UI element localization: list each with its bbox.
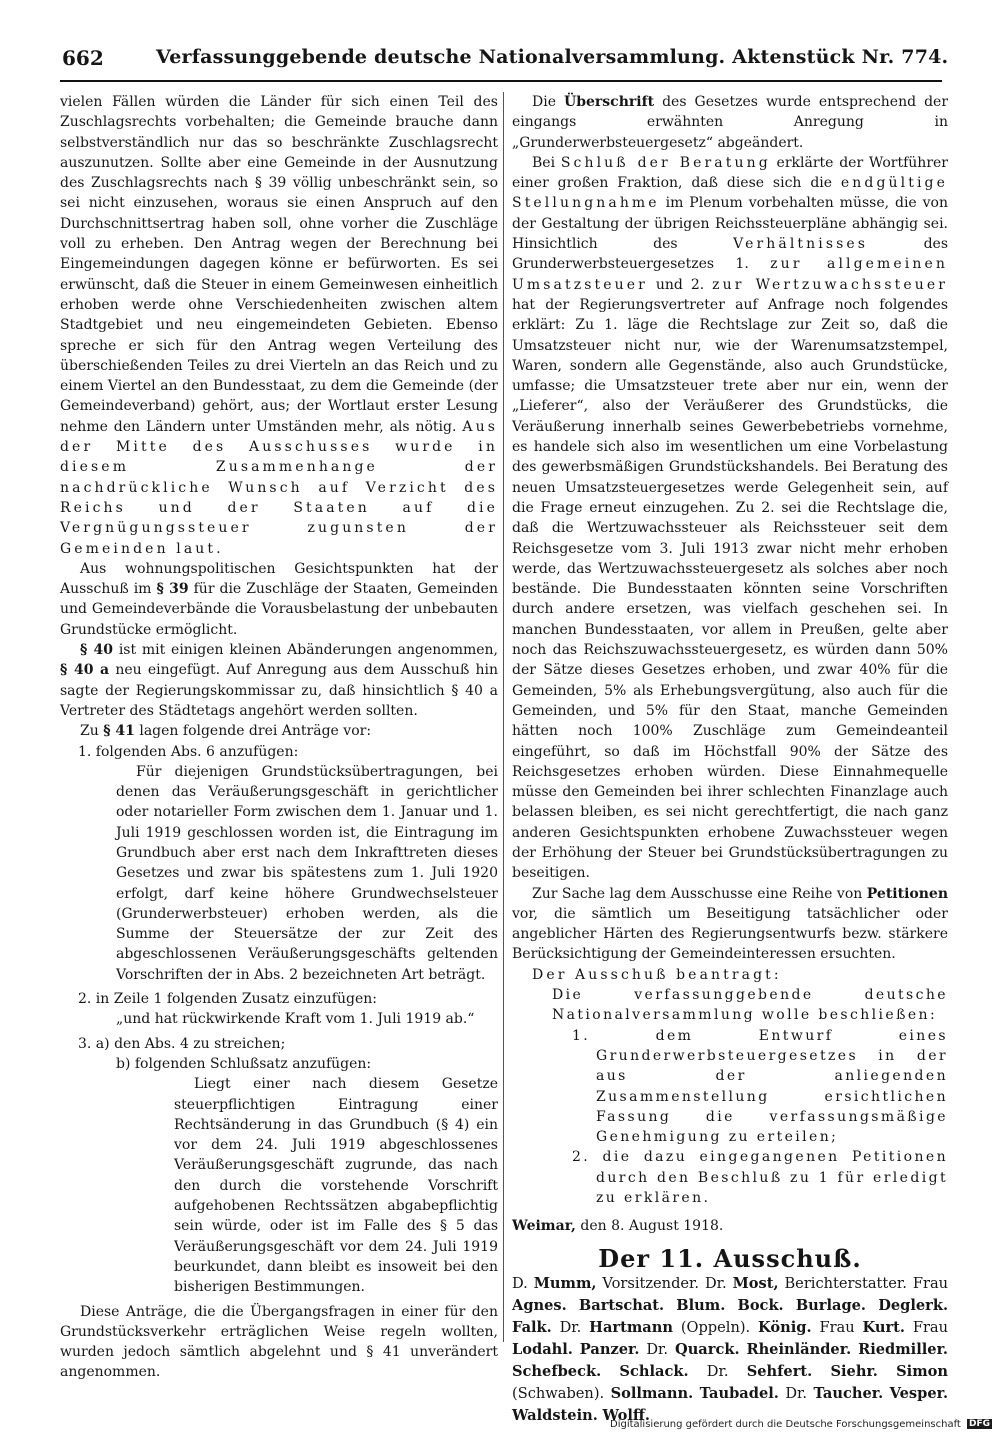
quoted-text: „und hat rückwirkende Kraft vom 1. Juli 1919 ab.“ bbox=[116, 1011, 475, 1028]
spaced-emphasis: Verhältnisses bbox=[733, 236, 869, 253]
paragraph-text: erklärte der Wortführer einer großen Fraktion, daß diese sich die bbox=[512, 154, 948, 192]
title: Dr. bbox=[706, 1362, 729, 1380]
member-list bbox=[512, 1273, 948, 1427]
paragraph-text: lagen folgende drei Anträge vor: bbox=[139, 723, 372, 740]
section-ref: § 40 a bbox=[60, 662, 110, 679]
paragraph-text: vor, die sämtlich um Beseitigung tatsächlicher oder angeblicher Härten des Regierungsentwurfs bezw. stärkere Berücksichtigung der Gemeindeinteressen ersuchten. bbox=[512, 905, 948, 963]
paragraph bbox=[512, 92, 948, 153]
list-item: 3. a) den Abs. 4 zu streichen; bbox=[78, 1035, 286, 1052]
paragraph bbox=[512, 153, 948, 884]
motion-list bbox=[572, 1026, 948, 1209]
section-ref: § 41 bbox=[103, 723, 135, 740]
paragraph-text: Zur Sache lag dem Ausschusse eine Reihe von bbox=[532, 885, 863, 902]
paragraph-text: und 2. bbox=[655, 276, 705, 293]
paragraph-text: ist mit einigen kleinen Abänderungen angenommen, bbox=[118, 642, 498, 659]
member-name: Burlage. bbox=[795, 1296, 867, 1314]
title: Frau bbox=[912, 1318, 949, 1336]
running-title: Verfassunggebende deutsche Nationalversammlung. Aktenstück Nr. 774. bbox=[156, 46, 949, 68]
paragraph-text: des Gesetzes wurde entsprechend der eingangs erwähnten Anregung in „Grunderwerbsteuergesetz“ abgeändert. bbox=[512, 94, 949, 151]
motion-item: 1. dem Entwurf eines Grunderwerbsteuergesetzes in der aus der anliegenden Zusammenstellung ersichtlichen Fassung die verfassungsmäßige Genehmigung zu erteilen; bbox=[572, 1027, 948, 1146]
paragraph-text: des Grunderwerbsteuergesetzes 1. bbox=[512, 236, 949, 273]
paragraph bbox=[60, 640, 498, 721]
member-name: Falk. bbox=[512, 1318, 552, 1336]
digitization-credit bbox=[610, 1419, 992, 1430]
quoted-text: Liegt einer nach diesem Gesetze steuerpflichtigen Eintragung einer Rechtsänderung in das Grundbuch (§ 4) ein vor dem 24. Juli 1919 abgeschlossenes Veräußerungsgeschäft zugrunde, das nach den durch die vorstehende Vorschrift aufgehobenen Rechtssätzen abgabepflichtig sein würde, oder ist im Falle des § 5 das Veräußerungsgeschäft vor dem 24. Juli 1919 beurkundet, dann bleibt es insoweit bei den bisherigen Bestimmungen. bbox=[174, 1076, 498, 1296]
page-header bbox=[60, 40, 949, 80]
paragraph-text: neu eingefügt. Auf Anregung aus dem Ausschuß hin sagte der Regierungskommissar zu, daß hinsichtlich § 40 a Vertreter des Städtetags angehört werden sollten. bbox=[60, 662, 499, 719]
spaced-emphasis: Schluß der Beratung bbox=[560, 154, 771, 171]
member-name: Waldstein. bbox=[512, 1406, 598, 1424]
bold-emphasis: Überschrift bbox=[564, 94, 655, 110]
motion-intro: Der Ausschuß beantragt: bbox=[532, 966, 782, 983]
member-name: Bartschat. bbox=[578, 1296, 665, 1314]
date-line bbox=[512, 1216, 948, 1236]
title: Dr. bbox=[704, 1274, 727, 1292]
title: Dr. bbox=[785, 1384, 808, 1402]
paragraph bbox=[60, 721, 498, 741]
member-name: Sollmann. bbox=[610, 1384, 694, 1402]
paragraph-text: Bei bbox=[532, 154, 556, 171]
member-name: Deglerk. bbox=[878, 1296, 949, 1314]
date: den 8. August 1918. bbox=[580, 1218, 724, 1235]
spaced-emphasis: Aus der Mitte des Ausschusses wurde in diesem Zusammenhange der nachdrückliche Wunsch auf Verzicht des Reichs und der Staaten auf die Vergnügungssteuer zugunsten der Gemeinden laut. bbox=[60, 418, 498, 557]
paragraph-text: für die Zuschläge der Staaten, Gemeinden und Gemeindeverbände die Vorausbelastung der unbebauten Grundstücke ermöglicht. bbox=[60, 581, 498, 638]
member-name: Siehr. bbox=[830, 1362, 878, 1380]
member-name: Blum. bbox=[676, 1296, 726, 1314]
member-name: Simon bbox=[896, 1362, 948, 1380]
member-name: Vesper. bbox=[889, 1384, 949, 1402]
paragraph bbox=[60, 92, 498, 559]
quoted-text: Für diejenigen Grundstücksübertragungen, bei denen das Veräußerungsgeschäft in gerichtlicher oder notarieller Form zwischen dem 1. Januar und 1. Juli 1919 geschlossen worden ist, die Eintragung im Grundbuch aber erst nach dem Inkrafttreten dieses Gesetzes und zwar bis spätestens zum 1. Juli 1920 erfolgt, darf keine höhere Grundwechselsteuer (Grunderwerbsteuer) erhoben werden, als die Summe der Steuersätze der zur Zeit des abgeschlossenen Veräußerungsgeschäfts geltenden Vorschriften der in Abs. 2 bezeichneten Art beträgt. bbox=[116, 763, 498, 983]
bold-emphasis: Petitionen bbox=[866, 885, 949, 902]
paragraph: Diese Anträge, die die Übergangsfragen in einer für den Grundstücksverkehr erträglichen Weise regeln wollten, wurden jedoch sämtlich abgelehnt und § 41 unverändert angenommen. bbox=[60, 1303, 498, 1381]
right-column bbox=[512, 92, 948, 1427]
member-name: Kurt. bbox=[862, 1318, 905, 1336]
member-name: König. bbox=[758, 1318, 812, 1336]
header-rule bbox=[60, 80, 942, 82]
date-place: Weimar, bbox=[512, 1218, 576, 1235]
paragraph bbox=[60, 559, 498, 640]
title: Dr. bbox=[559, 1318, 582, 1336]
paragraph-text: Die bbox=[532, 94, 556, 110]
member-name: Schefbeck. bbox=[512, 1362, 602, 1380]
paragraph-text: im Plenum vorbehalten müsse, die von der Gestaltung der übrigen Reichssteuerpläne abhängig sei. Hinsichtlich des bbox=[512, 195, 948, 253]
title: D. bbox=[512, 1274, 528, 1292]
member-name: Mumm, bbox=[533, 1274, 597, 1292]
member-name: Panzer. bbox=[579, 1340, 640, 1358]
member-name: Rheinländer. bbox=[746, 1340, 852, 1358]
member-name: Hartmann bbox=[589, 1318, 673, 1336]
member-name: Agnes. bbox=[512, 1296, 567, 1314]
member-name: Schlack. bbox=[619, 1362, 689, 1380]
motion-item: 2. die dazu eingegangenen Petitionen durch den Beschluß zu 1 für erledigt zu erklären. bbox=[572, 1149, 948, 1207]
title: Frau bbox=[819, 1318, 855, 1336]
left-column bbox=[60, 92, 498, 1383]
column-divider bbox=[503, 92, 504, 1342]
committee-title: Der 11. Ausschuß. bbox=[598, 1243, 862, 1273]
paragraph-text: vielen Fällen würden die Länder für sich einen Teil des Zuschlagsrechts vorbehalten; die Gemeinde brauche dann selbstverständlich nur das so beschränkte Zuschlagsrecht auszunutzen. Sollte aber eine Gemeinde in der Ausnutzung des Zuschlagsrechts nach § 39 völlig unbeschränkt sein, so sei nicht einzusehen, woraus sie einen Anspruch auf den Durchschnittsertrag haben soll, ohne vorher die Zuschläge voll zu erheben. Den Antrag wegen der Berechnung bei Eingemeindungen dagegen könne er befürworten. Es sei erwünscht, daß die Steuer in einem Gemeinwesen einheitlich erhoben werde ohne Verschiedenheiten zwischen altem Stadtgebiet und neu eingemeindeten Gebieten. Ebenso spreche er sich für den Antrag wegen Verteilung des überschießenden Teiles zu drei Vierteln an das Reich und zu einem Viertel an den Bundesstaat, zu dem die Gemeinde (der Gemeindeverband) gehört, aus; der Wortlaut erster Lesung nehme den Ländern unter Umständen mehr, als nötig. bbox=[60, 94, 498, 435]
member-region: (Oppeln). bbox=[680, 1318, 751, 1336]
page-number: 662 bbox=[62, 46, 104, 70]
credit-text: Digitalisierung gefördert durch die Deutsche Forschungsgemeinschaft bbox=[610, 1419, 961, 1430]
member-name: Riedmiller. bbox=[858, 1340, 949, 1358]
member-name: Most, bbox=[732, 1274, 779, 1292]
list-item: 2. in Zeile 1 folgenden Zusatz einzufügen: bbox=[78, 991, 377, 1008]
role: Berichterstatter. bbox=[784, 1274, 907, 1292]
motion-text: Die verfassunggebende deutsche Nationalversammlung wolle beschließen: bbox=[552, 987, 948, 1024]
role: Vorsitzender. bbox=[602, 1274, 700, 1292]
section-ref: § 39 bbox=[156, 581, 189, 598]
member-name: Bock. bbox=[737, 1296, 784, 1314]
member-region: (Schwaben). bbox=[512, 1384, 605, 1402]
section-ref: § 40 bbox=[80, 642, 114, 659]
member-name: Lodahl. bbox=[512, 1340, 573, 1358]
member-name: Wolff. bbox=[602, 1406, 650, 1424]
list-item: 1. folgenden Abs. 6 anzufügen: bbox=[78, 743, 299, 760]
member-name: Taubadel. bbox=[699, 1384, 779, 1402]
member-name: Sehfert. bbox=[746, 1362, 813, 1380]
spaced-emphasis: zur Wertzuwachssteuer bbox=[712, 276, 949, 293]
paragraph-text: Aus wohnungspolitischen Gesichtspunkten hat der Ausschuß im bbox=[60, 560, 498, 598]
spaced-emphasis: zur allgemeinen Umsatzsteuer bbox=[512, 256, 949, 293]
member-name: Taucher. bbox=[813, 1384, 884, 1402]
paragraph-text: hat der Regierungsvertreter auf Anfrage noch folgendes erklärt: Zu 1. läge die Rechtslage zur Zeit so, daß die Umsatzsteuer nicht nur, wie der Warenumsatzstempel, Waren, sondern alle Gegenstände, also auch Grundstücke, umfasse; die Umsatzsteuer trete aber nur ein, wenn der „Lieferer“, also der Veräußerer des Grundstücks, die Veräußerung innerhalb seines Gewerbebetriebs vornehme, es handele sich also im wesentlichen um eine Vorbelastung des gewerbsmäßigen Grundstückshandels. Bei Beratung des neuen Umsatzsteuergesetzes werde Gelegenheit sein, auf die Frage erneut einzugehen. Zu 2. sei die Rechtslage die, daß die Wertzuwachssteuer als Reichssteuer seit dem Reichsgesetze vom 3. Juli 1913 zwar nicht mehr erhoben werde, das Wertzuwachssteuergesetz als solches aber noch bestände. Die Bundesstaaten könnten seine Vorschriften durch andere ersetzen, was vielfach geschehen sei. In manchen Bundesstaaten, vor allem in Preußen, gelte aber noch das Reichszuwachssteuergesetz, es würden dann 50% der Sätze dieses Gesetzes erhoben, und zwar 40% für die Gemeinden, 5% als Erhebungsvergütung, also auch für die Gemeinden, und 5% für den Staat, manche Gemeinden hätten noch 100% Zuschläge zum Gemeindeanteil eingeführt, so daß im Höchstfall 90% der Sätze des Reichsgesetzes erhoben würden. Diese Einnahmequelle müsse den Gemeinden bei ihrer schlechten Finanzlage auch belassen bleiben, es sei nicht gerechtfertigt, die nach ganz anderen Gesichtspunkten erhobene Zuwachssteuer wegen der Erhöhung der Steuer bei Grundstücksübertragungen zu beseitigen. bbox=[512, 296, 948, 882]
list-item: b) folgenden Schlußsatz anzufügen: bbox=[116, 1055, 372, 1072]
title: Frau bbox=[912, 1274, 949, 1292]
paragraph-text: Zu bbox=[80, 723, 99, 740]
member-name: Quarck. bbox=[674, 1340, 740, 1358]
paragraph bbox=[512, 884, 948, 965]
spaced-emphasis: endgültige Stellungnahme bbox=[512, 175, 948, 212]
dfg-logo: DFG bbox=[969, 1419, 991, 1429]
title: Dr. bbox=[646, 1340, 669, 1358]
